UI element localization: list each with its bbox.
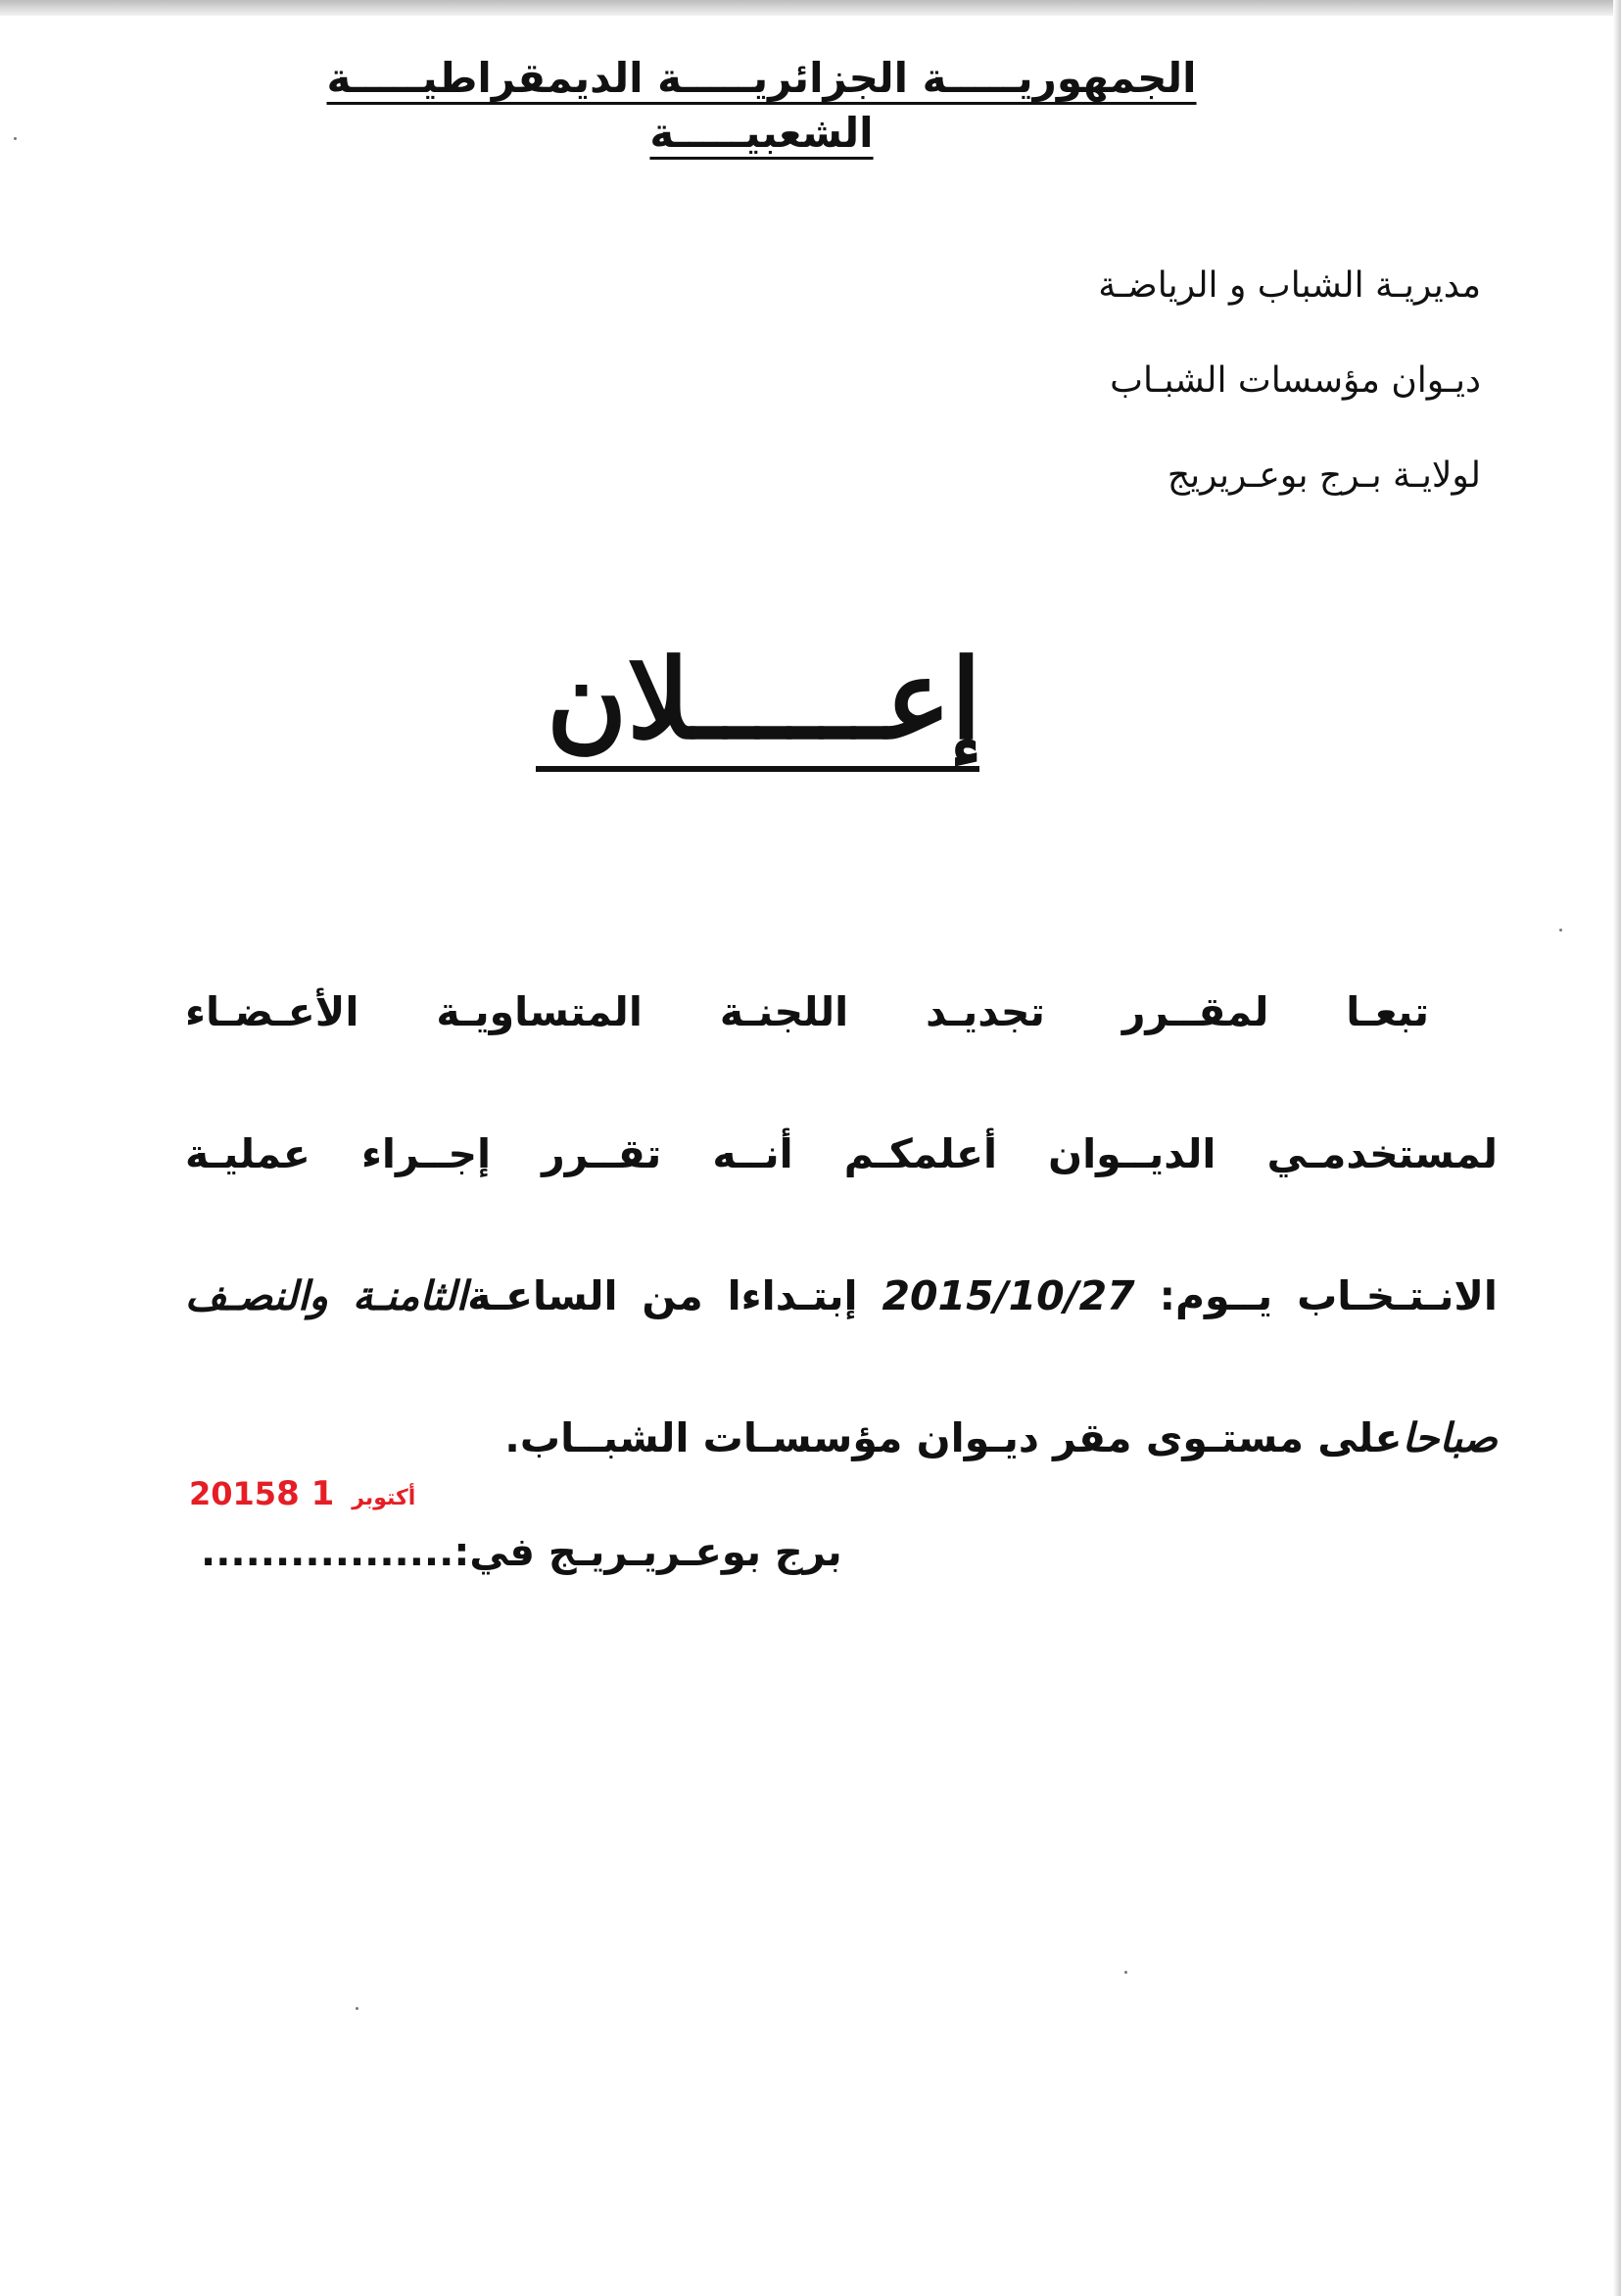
scan-speck	[1559, 929, 1562, 932]
org-directorate: مديريـة الشباب و الرياضـة	[1098, 265, 1481, 306]
announcement-body	[185, 984, 1498, 1553]
morning-emphasis: صباحا	[1402, 1414, 1498, 1461]
election-day-label: الانـتـخـاب يــوم:	[1159, 1272, 1498, 1319]
scan-edge-top	[0, 0, 1621, 16]
org-province: لولايـة بـرج بوعـريريج	[1167, 455, 1481, 496]
body-line-2: لمستخدمـي الديــوان أعلمكـم أنــه تقــرر إجــراء عمليـة	[185, 1130, 1498, 1177]
stamp-year: 2015	[189, 1475, 277, 1512]
stamp-day: 1 8	[276, 1474, 335, 1513]
scan-edge-right	[1613, 0, 1621, 2296]
stamp-month: أكتوبر	[352, 1486, 416, 1510]
announcement-title: إعــــــلان	[547, 636, 981, 764]
scan-speck	[14, 137, 17, 140]
scan-speck	[1124, 1971, 1127, 1974]
signature-place-date	[201, 1526, 842, 1579]
election-date: 2015/10/27	[882, 1272, 1135, 1319]
scan-speck	[356, 2007, 358, 2010]
announcement-title-underline	[536, 766, 979, 772]
location-text: على مستـوى مقر ديـوان مؤسسـات الشبــاب.	[504, 1414, 1403, 1461]
organization-block	[972, 263, 1481, 548]
date-stamp	[189, 1474, 437, 1518]
country-header: الجمهوريـــــة الجزائريـــــة الديمقراطيـــــة الشعبيـــــة	[326, 54, 1197, 157]
org-office: ديـوان مؤسسات الشبـاب	[1110, 360, 1481, 401]
place-label: برج بوعـريـريـج في:	[453, 1530, 842, 1575]
start-time-label: إبتـداءا من الساعـة	[467, 1272, 858, 1319]
body-line-1: تبعـا لمقــرر تجديـد اللجنـة المتساويـة الأعـضـاء	[185, 988, 1429, 1035]
start-time-emphasis: الثامنـة والنصـف	[185, 1272, 468, 1319]
date-placeholder-dots: .................	[201, 1530, 454, 1575]
body-line-4	[185, 1411, 1498, 1465]
body-line-3	[185, 1268, 1498, 1323]
